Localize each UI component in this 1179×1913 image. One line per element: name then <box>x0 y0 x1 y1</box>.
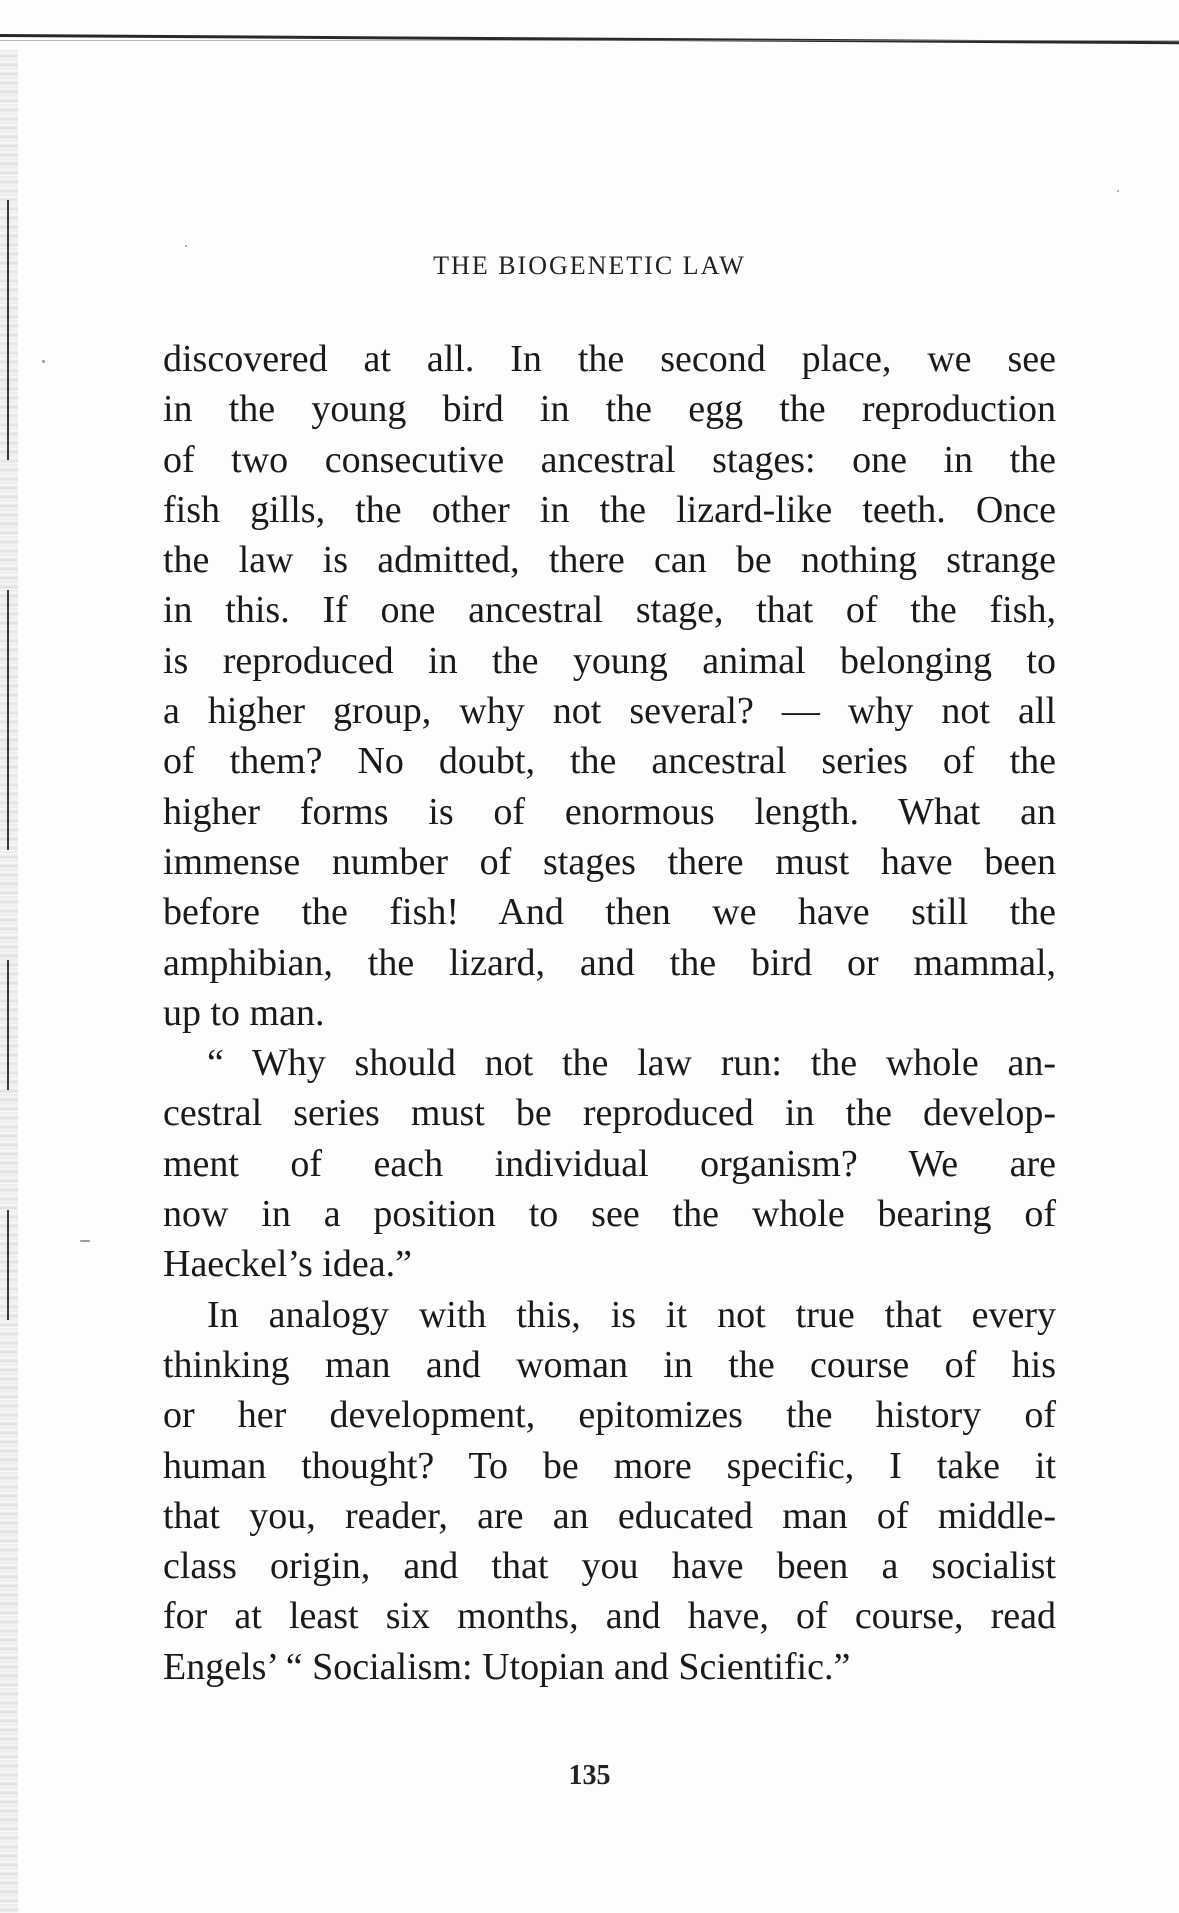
gutter-shadow-line <box>7 960 9 1090</box>
running-head: THE BIOGENETIC LAW <box>433 251 746 280</box>
text-line: class origin, and that you have been a socialist <box>163 1545 1056 1588</box>
text-line: now in a position to see the whole bearing of <box>163 1193 1056 1236</box>
text-line: for at least six months, and have, of course, read <box>163 1595 1056 1638</box>
text-line: or her development, epitomizes the history of <box>163 1394 1056 1437</box>
text-line: the law is admitted, there can be nothing strange <box>163 539 1056 582</box>
text-line: is reproduced in the young animal belonging to <box>163 639 1056 682</box>
text-line: a higher group, why not several? — why not all <box>163 690 1056 733</box>
text-line: In analogy with this, is it not true that every <box>207 1293 1056 1336</box>
body-text <box>163 334 1056 1692</box>
text-line: “ Why should not the law run: the whole an- <box>207 1042 1056 1085</box>
text-line: higher forms is of enormous length. What an <box>163 790 1056 833</box>
text-line: human thought? To be more specific, I take it <box>163 1444 1056 1487</box>
paper-speck <box>185 245 187 247</box>
paper-speck <box>1117 190 1119 192</box>
text-line: in the young bird in the egg the reproduction <box>163 388 1056 431</box>
text-line: Haeckel’s idea.” <box>163 1243 412 1286</box>
page-number: 135 <box>568 1760 611 1791</box>
text-line: of them? No doubt, the ancestral series of the <box>163 740 1056 783</box>
text-line: amphibian, the lizard, and the bird or mammal, <box>163 941 1056 984</box>
text-line: before the fish! And then we have still the <box>163 891 1056 934</box>
paper-speck <box>80 1240 90 1242</box>
text-line: discovered at all. In the second place, we see <box>163 338 1056 380</box>
paper-speck <box>42 360 45 363</box>
gutter-shadow-line <box>7 590 9 850</box>
top-page-edge-shadow <box>0 40 1179 41</box>
text-line: ment of each individual organism? We are <box>163 1142 1056 1185</box>
text-line: immense number of stages there must have been <box>163 840 1056 883</box>
binding-gutter <box>0 50 18 1913</box>
text-line: Engels’ “ Socialism: Utopian and Scientific.” <box>163 1645 851 1688</box>
text-line: of two consecutive ancestral stages: one in the <box>163 438 1056 481</box>
gutter-shadow-line <box>7 1210 9 1320</box>
text-line: thinking man and woman in the course of his <box>163 1343 1056 1386</box>
text-line: that you, reader, are an educated man of middle- <box>163 1494 1056 1537</box>
text-line: up to man. <box>163 991 325 1034</box>
text-line: fish gills, the other in the lizard-like teeth. Once <box>163 488 1056 531</box>
gutter-shadow-line <box>7 200 9 460</box>
text-line: in this. If one ancestral stage, that of the fish, <box>163 589 1056 632</box>
text-line: cestral series must be reproduced in the develop- <box>163 1092 1056 1135</box>
